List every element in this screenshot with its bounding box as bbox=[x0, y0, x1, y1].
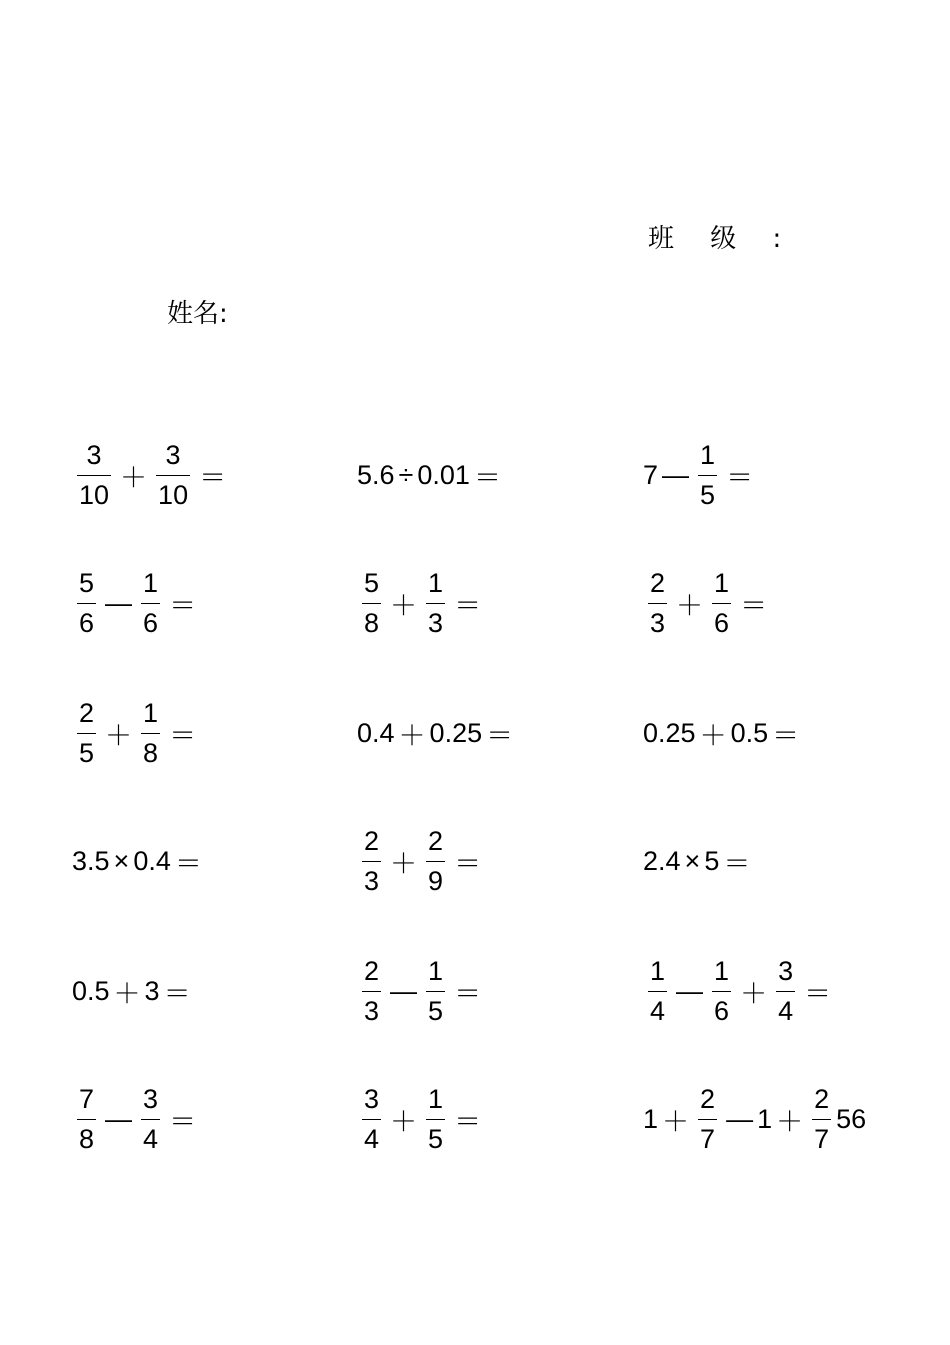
number-term: 56 bbox=[836, 1103, 867, 1134]
operator-symbol: ＋ bbox=[120, 462, 148, 493]
fraction-denominator: 6 bbox=[77, 603, 96, 637]
math-problem bbox=[643, 1074, 866, 1164]
operator-symbol: ＝ bbox=[726, 462, 754, 493]
fraction-numerator: 2 bbox=[79, 697, 95, 728]
math-problem bbox=[72, 688, 200, 778]
fraction-numerator: 2 bbox=[364, 825, 380, 856]
number-term: 5 bbox=[704, 845, 720, 876]
operator-symbol: — bbox=[390, 975, 418, 1006]
operator-symbol: ＝ bbox=[723, 848, 751, 879]
fraction-denominator: 4 bbox=[362, 1119, 381, 1153]
fraction bbox=[698, 1083, 717, 1154]
math-problem bbox=[643, 946, 835, 1036]
operator-symbol: ＋ bbox=[105, 720, 133, 751]
operator-symbol: ＋ bbox=[390, 590, 418, 621]
fraction bbox=[141, 1083, 160, 1154]
number-term: 5.6 bbox=[357, 459, 395, 490]
math-problem bbox=[72, 430, 230, 520]
fraction bbox=[648, 955, 667, 1026]
fraction-denominator: 5 bbox=[426, 1119, 445, 1153]
fraction bbox=[712, 955, 731, 1026]
fraction-denominator: 3 bbox=[648, 603, 667, 637]
operator-symbol: ＋ bbox=[390, 1106, 418, 1137]
fraction-denominator: 3 bbox=[362, 991, 381, 1025]
fraction bbox=[362, 955, 381, 1026]
fraction-numerator: 5 bbox=[79, 567, 95, 598]
fraction-numerator: 2 bbox=[364, 955, 380, 986]
fraction-numerator: 3 bbox=[364, 1083, 380, 1114]
operator-symbol: ＝ bbox=[169, 1106, 197, 1137]
math-problem bbox=[643, 558, 771, 648]
fraction bbox=[141, 567, 160, 638]
math-problem bbox=[357, 688, 517, 778]
operator-symbol: ＋ bbox=[776, 1106, 804, 1137]
fraction bbox=[77, 439, 111, 510]
operator-symbol: ＝ bbox=[169, 590, 197, 621]
fraction bbox=[362, 567, 381, 638]
fraction-denominator: 6 bbox=[712, 603, 731, 637]
name-label: 姓名: bbox=[167, 299, 228, 329]
operator-symbol: ＝ bbox=[454, 848, 482, 879]
operator-symbol: × bbox=[684, 845, 701, 876]
math-problem bbox=[357, 558, 485, 648]
operator-symbol: ＋ bbox=[398, 720, 426, 751]
fraction-denominator: 8 bbox=[362, 603, 381, 637]
fraction-denominator: 9 bbox=[426, 861, 445, 895]
fraction bbox=[156, 439, 190, 510]
fraction bbox=[426, 1083, 445, 1154]
operator-symbol: — bbox=[105, 587, 133, 618]
math-problem bbox=[72, 1074, 200, 1164]
math-problem bbox=[357, 430, 505, 520]
fraction bbox=[812, 1083, 831, 1154]
operator-symbol: ＝ bbox=[169, 720, 197, 751]
fraction-numerator: 1 bbox=[700, 439, 716, 470]
operator-symbol: ＋ bbox=[699, 720, 727, 751]
number-term: 2.4 bbox=[643, 845, 681, 876]
number-term: 3.5 bbox=[72, 845, 110, 876]
number-term: 7 bbox=[643, 459, 659, 490]
fraction-denominator: 6 bbox=[712, 991, 731, 1025]
number-term: 0.4 bbox=[133, 845, 171, 876]
fraction-denominator: 3 bbox=[426, 603, 445, 637]
operator-symbol: ＝ bbox=[199, 462, 227, 493]
fraction-numerator: 1 bbox=[428, 1083, 444, 1114]
fraction-numerator: 3 bbox=[86, 439, 102, 470]
fraction-numerator: 1 bbox=[714, 955, 730, 986]
fraction bbox=[426, 567, 445, 638]
fraction-denominator: 7 bbox=[812, 1119, 831, 1153]
number-term: 1 bbox=[643, 1103, 659, 1134]
fraction bbox=[77, 567, 96, 638]
fraction-numerator: 3 bbox=[143, 1083, 159, 1114]
fraction-numerator: 2 bbox=[700, 1083, 716, 1114]
operator-symbol: ＋ bbox=[662, 1106, 690, 1137]
fraction-numerator: 1 bbox=[650, 955, 666, 986]
fraction-denominator: 8 bbox=[141, 733, 160, 767]
math-problem bbox=[72, 558, 200, 648]
operator-symbol: ＝ bbox=[804, 978, 832, 1009]
fraction bbox=[77, 697, 96, 768]
operator-symbol: ＝ bbox=[174, 848, 202, 879]
number-term: 0.01 bbox=[417, 459, 470, 490]
operator-symbol: ＝ bbox=[454, 1106, 482, 1137]
fraction-numerator: 1 bbox=[428, 567, 444, 598]
number-term: 3 bbox=[144, 975, 160, 1006]
fraction-denominator: 6 bbox=[141, 603, 160, 637]
fraction-numerator: 2 bbox=[650, 567, 666, 598]
fraction-denominator: 4 bbox=[648, 991, 667, 1025]
operator-symbol: — bbox=[676, 975, 704, 1006]
fraction-denominator: 8 bbox=[77, 1119, 96, 1153]
fraction-denominator: 4 bbox=[776, 991, 795, 1025]
fraction-numerator: 2 bbox=[428, 825, 444, 856]
math-problem bbox=[357, 946, 485, 1036]
operator-symbol: — bbox=[105, 1103, 133, 1134]
operator-symbol: ＋ bbox=[740, 978, 768, 1009]
operator-symbol: ＝ bbox=[772, 720, 800, 751]
operator-symbol: ＝ bbox=[740, 590, 768, 621]
fraction-denominator: 10 bbox=[156, 475, 190, 509]
math-problem bbox=[357, 816, 485, 906]
fraction bbox=[426, 955, 445, 1026]
fraction-denominator: 3 bbox=[362, 861, 381, 895]
operator-symbol: × bbox=[113, 845, 130, 876]
fraction-numerator: 1 bbox=[428, 955, 444, 986]
fraction bbox=[362, 825, 381, 896]
math-problem bbox=[72, 816, 206, 906]
number-term: 0.25 bbox=[643, 717, 696, 748]
operator-symbol: ＋ bbox=[390, 848, 418, 879]
math-problem bbox=[643, 430, 757, 520]
fraction-numerator: 1 bbox=[714, 567, 730, 598]
fraction-numerator: 1 bbox=[143, 697, 159, 728]
operator-symbol: ＝ bbox=[486, 720, 514, 751]
number-term: 0.5 bbox=[730, 717, 769, 748]
math-problem bbox=[357, 1074, 485, 1164]
operator-symbol: ＋ bbox=[113, 978, 141, 1009]
fraction-denominator: 10 bbox=[77, 475, 111, 509]
operator-symbol: ＋ bbox=[676, 590, 704, 621]
fraction bbox=[141, 697, 160, 768]
fraction bbox=[77, 1083, 96, 1154]
operator-symbol: — bbox=[662, 459, 690, 490]
class-label: 班 级 : bbox=[648, 224, 796, 254]
fraction bbox=[698, 439, 717, 510]
operator-symbol: — bbox=[726, 1103, 754, 1134]
fraction-numerator: 1 bbox=[143, 567, 159, 598]
number-term: 0.5 bbox=[72, 975, 110, 1006]
fraction-denominator: 7 bbox=[698, 1119, 717, 1153]
fraction bbox=[712, 567, 731, 638]
fraction-denominator: 5 bbox=[426, 991, 445, 1025]
fraction bbox=[776, 955, 795, 1026]
number-term: 1 bbox=[757, 1103, 773, 1134]
fraction-numerator: 5 bbox=[364, 567, 380, 598]
fraction-denominator: 4 bbox=[141, 1119, 160, 1153]
operator-symbol: ＝ bbox=[454, 978, 482, 1009]
number-term: 0.25 bbox=[429, 717, 483, 748]
number-term: 0.4 bbox=[357, 717, 395, 748]
fraction-denominator: 5 bbox=[698, 475, 717, 509]
fraction-numerator: 2 bbox=[814, 1083, 830, 1114]
fraction-numerator: 3 bbox=[165, 439, 181, 470]
fraction-denominator: 5 bbox=[77, 733, 96, 767]
fraction-numerator: 7 bbox=[79, 1083, 95, 1114]
fraction bbox=[362, 1083, 381, 1154]
fraction-numerator: 3 bbox=[778, 955, 794, 986]
operator-symbol: ＝ bbox=[163, 978, 191, 1009]
fraction bbox=[648, 567, 667, 638]
operator-symbol: ÷ bbox=[398, 459, 414, 490]
math-problem bbox=[643, 688, 803, 778]
math-problem bbox=[72, 946, 195, 1036]
operator-symbol: ＝ bbox=[454, 590, 482, 621]
math-problem bbox=[643, 816, 754, 906]
operator-symbol: ＝ bbox=[473, 462, 501, 493]
fraction bbox=[426, 825, 445, 896]
